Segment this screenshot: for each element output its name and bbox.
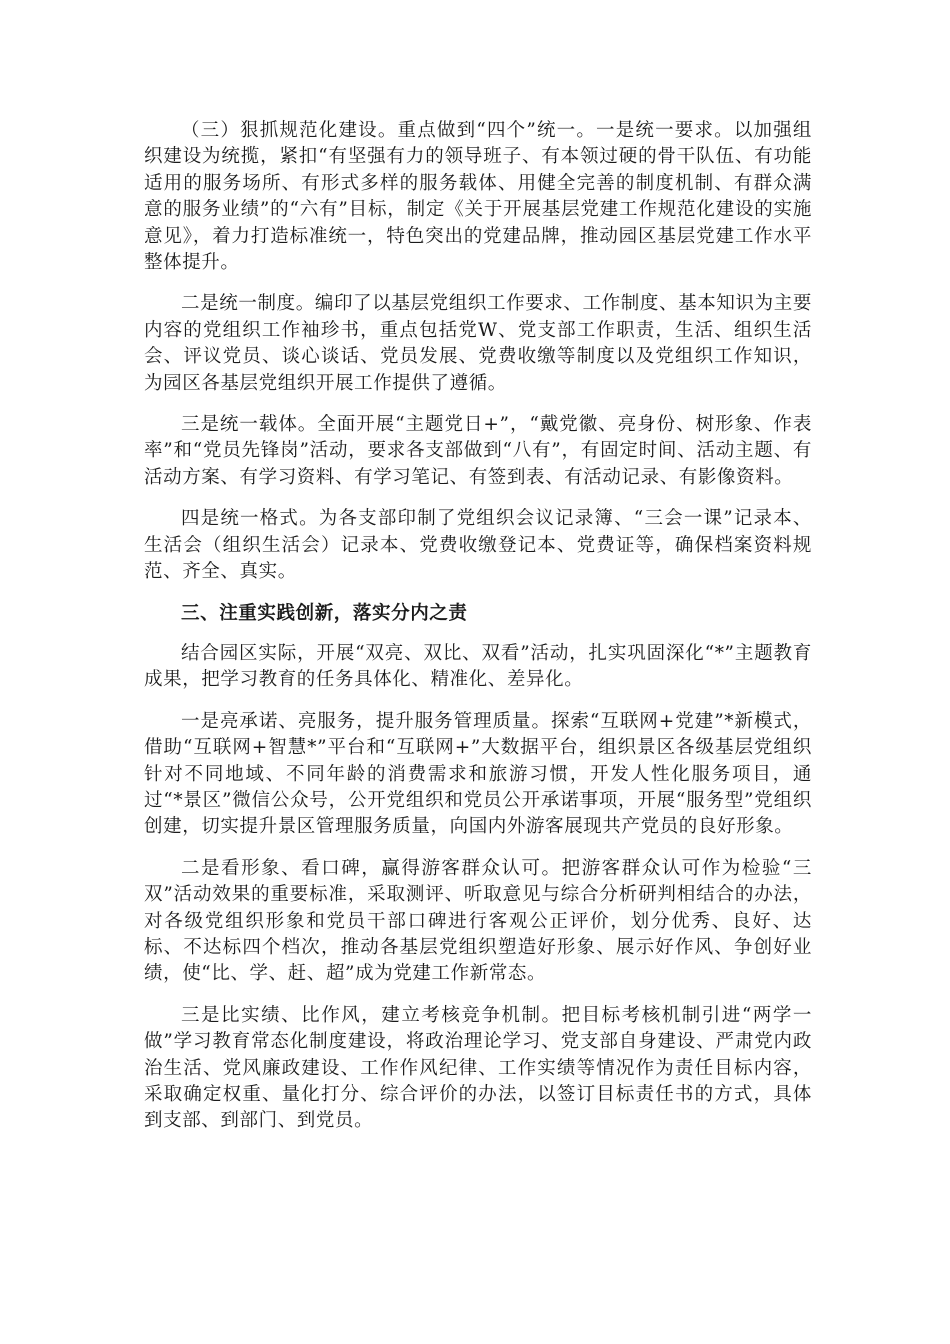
paragraph-image-reputation: 二是看形象、看口碑，赢得游客群众认可。把游客群众认可作为检验“三双”活动效果的重要标准，采取测评、听取意见与综合分析研判相结合的办法，对各级党组织形象和党员干部口碑进行客观公正评价，划分优秀、良好、达标、不达标四个档次，推动各基层党组织塑造好形象、展示好作风、争创好业绩，使“比、学、赶、超”成为党建工作新常态。	[144, 857, 812, 985]
paragraph-unified-carrier: 三是统一载体。全面开展“主题党日+”，“戴党徽、亮身份、树形象、作表率”和“党员先锋岗”活动，要求各支部做到“八有”，有固定时间、活动主题、有活动方案、有学习资料、有学习笔记、有签到表、有活动记录、有影像资料。	[144, 414, 812, 488]
paragraph-campus-practice: 结合园区实际，开展“双亮、双比、双看”活动，扎实巩固深化“*”主题教育成果，把学习教育的任务具体化、精准化、差异化。	[144, 642, 812, 691]
paragraph-unified-system: 二是统一制度。编印了以基层党组织工作要求、工作制度、基本知识为主要内容的党组织工作袖珍书，重点包括党W、党支部工作职责，生活、组织生活会、评议党员、谈心谈话、党员发展、党费收缴等制度以及党组织工作知识，为园区各基层党组织开展工作提供了遵循。	[144, 293, 812, 394]
paragraph-performance-style: 三是比实绩、比作风，建立考核竞争机制。把目标考核机制引进“两学一做”学习教育常态化制度建设，将政治理论学习、党支部自身建设、严肃党内政治生活、党风廉政建设、工作作风纪律、工作实绩等情况作为责任目标内容，采取确定权重、量化打分、综合评价的办法，以签订目标责任书的方式，具体到支部、到部门、到党员。	[144, 1004, 812, 1132]
paragraph-unified-format: 四是统一格式。为各支部印制了党组织会议记录簿、“三会一课”记录本、生活会（组织生活会）记录本、党费收缴登记本、党费证等，确保档案资料规范、齐全、真实。	[144, 508, 812, 583]
paragraph-commitment-service: 一是亮承诺、亮服务，提升服务管理质量。探索“互联网+党建”*新模式，借助“互联网+智慧*”平台和“互联网+”大数据平台，组织景区各级基层党组织针对不同地域、不同年龄的消费需求和旅游习惯，开发人性化服务项目，通过“*景区”微信公众号，公开党组织和党员公开承诺事项，开展“服务型”党组织创建，切实提升景区管理服务质量，向国内外游客展现共产党员的良好形象。	[144, 710, 812, 838]
paragraph-standardization: （三）狠抓规范化建设。重点做到“四个”统一。一是统一要求。以加强组织建设为统揽，紧扣“有坚强有力的领导班子、有本领过硬的骨干队伍、有功能适用的服务场所、有形式多样的服务载体、用健全完善的制度机制、有群众满意的服务业绩”的“六有”目标，制定《关于开展基层党建工作规范化建设的实施意见》，着力打造标准统一，特色突出的党建品牌，推动园区基层党建工作水平整体提升。	[144, 120, 812, 274]
section-heading-practice-innovation: 三、注重实践创新，落实分内之责	[181, 602, 468, 624]
